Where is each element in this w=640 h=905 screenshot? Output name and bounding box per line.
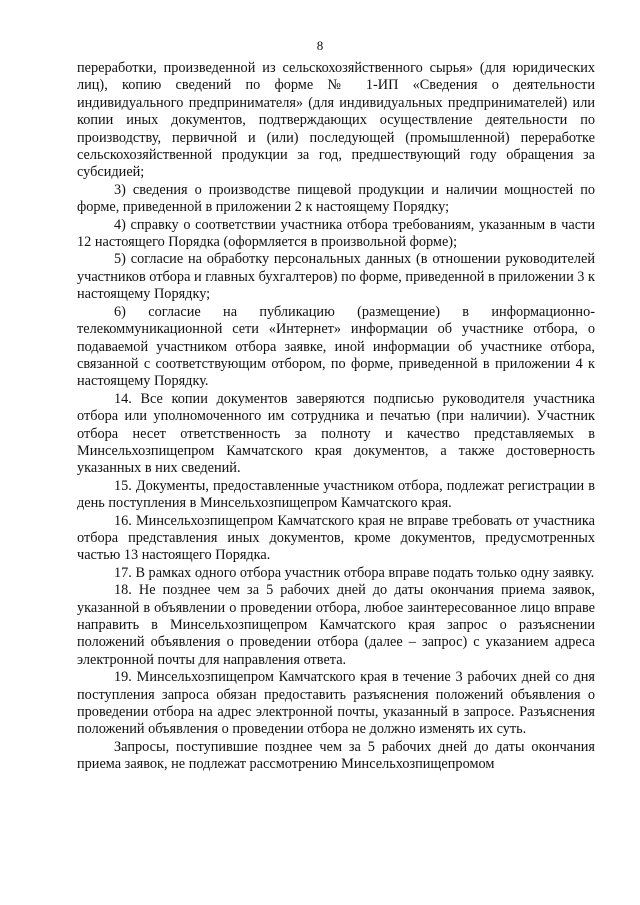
page-number: 8	[316, 38, 324, 53]
paragraph-15: 15. Документы, предоставленные участником отбора, подлежат регистрации в день поступления в Минсельхозпищепром Камчатского края.	[77, 477, 595, 512]
paragraph-17: 17. В рамках одного отбора участник отбора вправе подать только одну заявку.	[114, 564, 595, 581]
paragraph-16: 16. Минсельхозпищепром Камчатского края не вправе требовать от участника отбора представления иных документов, кроме документов, предусмотренных частью 13 настоящего Порядка.	[77, 512, 595, 564]
paragraph-item-3: 3) сведения о производстве пищевой продукции и наличии мощностей по форме, приведенной в приложении 2 к настоящему Порядку;	[77, 181, 595, 216]
paragraph-item-6: 6) согласие на публикацию (размещение) в информационно-телекоммуникационной сети «Интернет» информации об участнике отбора, о подаваемой участником отбора заявке, иной информации об участнике отбора, связанной с соответствующим отбором, по форме, приведенной в приложении 4 к настоящему Порядку.	[77, 303, 595, 390]
paragraph-item-5: 5) согласие на обработку персональных данных (в отношении руководителей участников отбора и главных бухгалтеров) по форме, приведенной в приложении 3 к настоящему Порядку;	[77, 251, 595, 303]
paragraph-continuation: переработки, произведенной из сельскохозяйственного сырья» (для юридических лиц), копию сведений по форме № 1-ИП «Сведения о деятельности индивидуального предпринимателя» (для индивидуальных предпринимателей) или копии иных документов, подтверждающих осуществление деятельности по производству, первичной и (или) последующей (промышленной) переработке сельскохозяйственной продукции за год, предшествующий году обращения за субсидией;	[77, 60, 595, 181]
paragraph-19: 19. Минсельхозпищепром Камчатского края в течение 3 рабочих дней со дня поступления запроса обязан предоставить разъяснения положений объявления о проведении отбора на адрес электронной почты, указанный в запросе. Разъяснения положений объявления о проведении отбора не должно изменять их суть.	[77, 669, 595, 738]
document-body	[77, 60, 595, 774]
paragraph-requests: Запросы, поступившие позднее чем за 5 рабочих дней до даты окончания приема заявок, не подлежат рассмотрению Минсельхозпищепромом	[77, 738, 595, 773]
paragraph-14: 14. Все копии документов заверяются подписью руководителя участника отбора или уполномоченного им сотрудника и печатью (при наличии). Участник отбора несет ответственность за полноту и качество представляемых в Минсельхозпищепром Камчатского края документов, а также достоверность указанных в них сведений.	[77, 390, 595, 477]
paragraph-18: 18. Не позднее чем за 5 рабочих дней до даты окончания приема заявок, указанной в объявлении о проведении отбора, любое заинтересованное лицо вправе направить в Минсельхозпищепром Камчатского края запрос о разъяснении положений объявления о проведении отбора (далее – запрос) с указанием адреса электронной почты для направления ответа.	[77, 582, 595, 668]
paragraph-item-4: 4) справку о соответствии участника отбора требованиям, указанным в части 12 настоящего Порядка (оформляется в произвольной форме);	[77, 216, 595, 251]
